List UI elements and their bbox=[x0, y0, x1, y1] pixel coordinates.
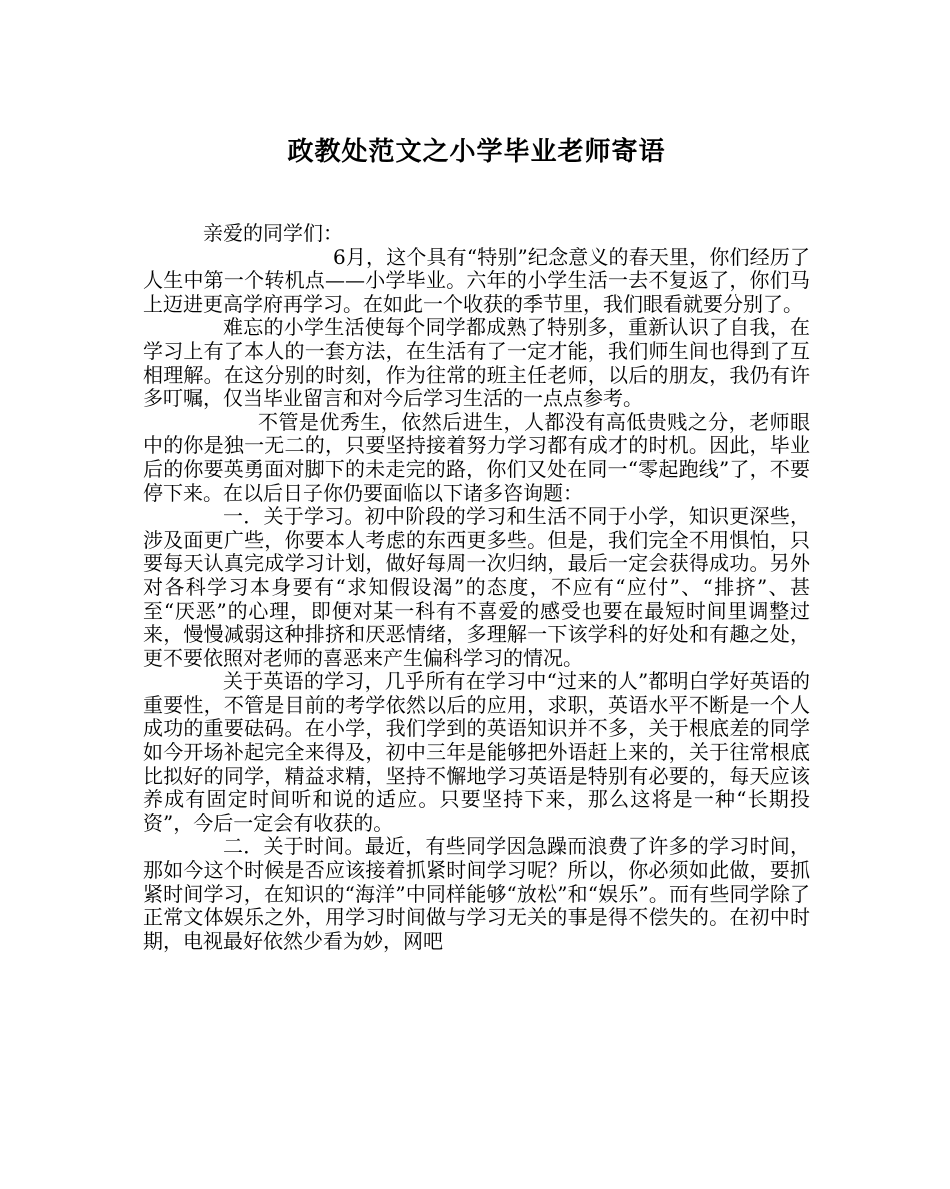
document-body bbox=[143, 134, 810, 953]
paragraph-study: 一．关于学习。初中阶段的学习和生活不同于小学，知识更深些，涉及面更广些，你要本人考虑的东西更多些。但是，我们完全不用惧怕，只要每天认真完成学习计划，做好每周一次归纳，最后一定会获得成功。另外对各科学习本身要有“求知假设渴”的态度，不应有“应付”、“排挤”、甚至“厌恶”的心理，即便对某一科有不喜爱的感受也要在最短时间里调整过来，慢慢减弱这种排挤和厌恶情绪，多理解一下该学科的好处和有趣之处，更不要依照对老师的喜恶来产生偏科学习的情况。 bbox=[143, 504, 810, 670]
paragraph-english: 关于英语的学习，几乎所有在学习中“过来的人”都明白学好英语的重要性，不管是目前的考学依然以后的应用，求职，英语水平不断是一个人成功的重要砝码。在小学，我们学到的英语知识并不多，关于根底差的同学如今开场补起完全来得及，初中三年是能够把外语赶上来的，关于往常根底比拟好的同学，精益求精，坚持不懈地学习英语是特别有必要的，每天应该养成有固定时间听和说的适应。只要坚持下来，那么这将是一种“长期投资”，今后一定会有收获的。 bbox=[143, 669, 810, 835]
salutation: 亲爱的同学们： bbox=[203, 221, 343, 245]
paragraph-time: 二．关于时间。最近，有些同学因急躁而浪费了许多的学习时间，那如今这个时候是否应该接着抓紧时间学习呢？所以，你必须如此做，要抓紧时间学习，在知识的“海洋”中同样能够“放松”和“娱乐”。而有些同学除了正常文体娱乐之外，用学习时间做与学习无关的事是得不偿失的。在初中时期，电视最好依然少看为妙，网吧 bbox=[143, 834, 810, 953]
paragraph-memories: 难忘的小学生活使每个同学都成熟了特别多，重新认识了自我，在学习上有了本人的一套方法，在生活有了一定才能，我们师生间也得到了互相理解。在这分别的时刻，作为往常的班主任老师，以后的朋友，我仍有许多叮嘱，仅当毕业留言和对今后学习生活的一点点参考。 bbox=[143, 315, 810, 411]
paragraph-equality: 不管是优秀生，依然后进生，人都没有高低贵贱之分，老师眼中的你是独一无二的，只要坚持接着努力学习都有成才的时机。因此，毕业后的你要英勇面对脚下的未走完的路，你们又处在同一“零起跑线”了，不要停下来。在以后日子你仍要面临以下诸多咨询题： bbox=[143, 409, 810, 505]
document-title: 政教处范文之小学毕业老师寄语 bbox=[287, 137, 666, 167]
paragraph-intro: 6月，这个具有“特别”纪念意义的春天里，你们经历了人生中第一个转机点——小学毕业。六年的小学生活一去不复返了，你们马上迈进更高学府再学习。在如此一个收获的季节里，我们眼看就要分别了。 bbox=[143, 244, 810, 316]
